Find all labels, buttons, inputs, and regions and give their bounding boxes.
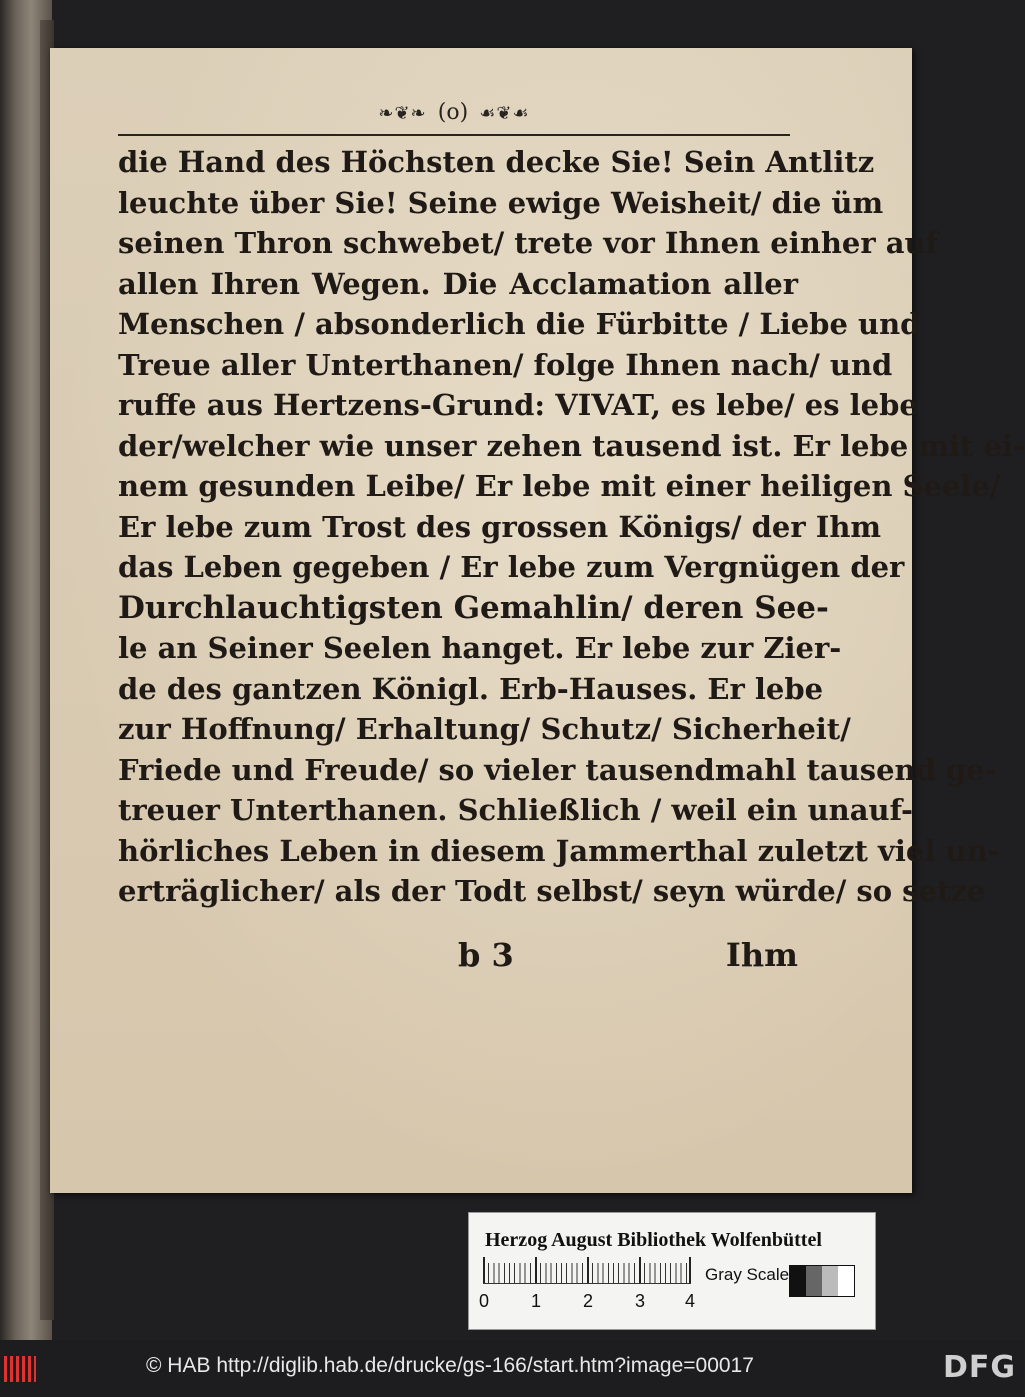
grayscale-swatch — [790, 1266, 806, 1296]
text-line: ruffe aus Hertzens-Grund: VIVAT, es lebe/ es lebe — [118, 388, 918, 422]
grayscale-strip — [789, 1265, 855, 1297]
catchword: Ihm — [725, 936, 798, 974]
dfg-logo: DFG — [942, 1350, 1016, 1385]
text-line: der/welcher wie unser zehen tausend ist. Er lebe mit ei- — [118, 428, 1025, 463]
ruler-label: 2 — [583, 1291, 594, 1311]
ruler-major-tick — [689, 1257, 691, 1283]
text-line: leuchte über Sie! Seine ewige Weisheit/ die üm — [118, 185, 884, 220]
ruler-major-tick — [535, 1257, 537, 1283]
text-line: Friede und Freude/ so vieler tausendmahl tausend ge- — [118, 752, 997, 787]
body-text — [118, 142, 1025, 912]
ruler-label: 4 — [685, 1291, 696, 1311]
ruler-major-tick — [587, 1257, 589, 1283]
text-line: zur Hoffnung/ Erhaltung/ Schutz/ Sicherheit/ — [118, 712, 851, 746]
ruler-label: 0 — [479, 1291, 490, 1311]
text-line: Menschen / absonderlich die Fürbitte / Liebe und — [118, 307, 921, 341]
text-line: erträglicher/ als der Todt selbst/ seyn würde/ so setze — [118, 874, 986, 908]
text-line: Er lebe zum Trost des grossen Königs/ der Ihm — [118, 509, 882, 544]
copyright-link[interactable]: © HAB http://diglib.hab.de/drucke/gs-166/start.htm?image=00017 — [146, 1354, 754, 1377]
text-line: allen Ihren Wegen. Die Acclamation aller — [118, 266, 798, 301]
signature-mark: b 3 — [458, 936, 514, 974]
ruler-major-tick — [483, 1257, 485, 1283]
header-rule — [118, 134, 790, 136]
ruler-label: 3 — [635, 1291, 646, 1311]
text-line: hörliches Leben in diesem Jammerthal zuletzt viel un- — [118, 833, 1000, 868]
page-footer-marks — [118, 936, 798, 980]
ruler-labels — [479, 1291, 699, 1313]
page-header — [118, 100, 790, 130]
text-line: de des gantzen Königl. Erb-Hauses. Er lebe — [118, 671, 824, 706]
grayscale-swatch — [806, 1266, 822, 1296]
ruler-major-tick — [639, 1257, 641, 1283]
library-title: Herzog August Bibliothek Wolfenbüttel — [485, 1229, 822, 1251]
viewer-footer — [0, 1340, 1024, 1397]
text-line: die Hand des Höchsten decke Sie! Sein Antlitz — [118, 145, 875, 179]
text-line: das Leben gegeben / Er lebe zum Vergnügen der — [118, 550, 905, 584]
hab-logo-icon — [4, 1356, 36, 1382]
text-line: nem gesunden Leibe/ Er lebe mit einer heiligen Seele/ — [118, 469, 1001, 503]
book-page — [50, 48, 1025, 1193]
header-ornament-right: ☙❦☙ — [479, 103, 530, 124]
page-number: (o) — [437, 100, 469, 125]
grayscale-swatch — [822, 1266, 838, 1296]
grayscale-label: Gray Scale — [705, 1265, 790, 1284]
ruler-label: 1 — [531, 1291, 542, 1311]
text-line: treuer Unterthanen. Schließlich / weil ein unauf- — [118, 793, 914, 827]
color-scale-card — [468, 1212, 876, 1330]
text-line: Treue aller Unterthanen/ folge Ihnen nach/ und — [118, 347, 893, 382]
text-line: le an Seiner Seelen hanget. Er lebe zur Zier- — [118, 631, 842, 665]
header-ornament-left: ❧❦❧ — [378, 103, 427, 124]
grayscale-swatch — [838, 1266, 854, 1296]
text-line: Durchlauchtigsten Gemahlin/ deren See- — [118, 589, 829, 626]
text-line: seinen Thron schwebet/ trete vor Ihnen einher auf — [118, 226, 939, 260]
